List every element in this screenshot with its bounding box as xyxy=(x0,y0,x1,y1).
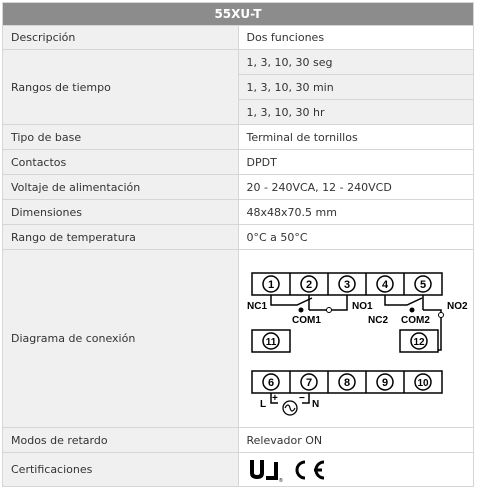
terminal-5 xyxy=(415,276,431,292)
label-com1: COM1 xyxy=(291,314,321,326)
com2-dot xyxy=(409,307,414,312)
label-temperatura: Rango de temperatura xyxy=(3,225,239,250)
label-voltaje: Voltaje de alimentación xyxy=(3,175,239,200)
value-descripcion: Dos funciones xyxy=(238,26,474,50)
spec-table xyxy=(2,2,474,487)
value-dimensiones: 48x48x70.5 mm xyxy=(238,200,474,225)
svg-text:3: 3 xyxy=(343,278,350,291)
terminal-2 xyxy=(301,276,317,292)
label-modos: Modos de retardo xyxy=(3,428,239,453)
relay-1-wiring xyxy=(271,295,347,310)
label-descripcion: Descripción xyxy=(3,26,239,50)
terminal-10 xyxy=(415,374,431,390)
terminal-4 xyxy=(377,276,393,292)
label-n: N xyxy=(311,398,319,410)
certification-logos-svg xyxy=(247,457,337,483)
label-certificaciones: Certificaciones xyxy=(3,453,239,487)
svg-text:6: 6 xyxy=(267,376,274,389)
value-temperatura: 0°C a 50°C xyxy=(238,225,474,250)
terminal-3 xyxy=(339,276,355,292)
svg-text:1: 1 xyxy=(267,278,274,291)
value-rango-min: 1, 3, 10, 30 min xyxy=(238,75,474,100)
label-plus: + xyxy=(271,392,278,404)
svg-text:7: 7 xyxy=(305,376,312,389)
svg-text:12: 12 xyxy=(412,336,425,348)
label-no2: NO2 xyxy=(446,300,468,312)
terminal-1 xyxy=(263,276,279,292)
value-certificaciones xyxy=(238,453,474,487)
diagram-cell xyxy=(238,250,474,428)
value-base: Terminal de tornillos xyxy=(238,125,474,150)
value-voltaje: 20 - 240VCA, 12 - 240VCD xyxy=(238,175,474,200)
ce-mark-icon xyxy=(297,462,324,478)
svg-text:®: ® xyxy=(278,477,283,483)
value-rango-seg: 1, 3, 10, 30 seg xyxy=(238,50,474,75)
ul-recognized-icon xyxy=(250,460,283,483)
label-nc1: NC1 xyxy=(246,300,267,312)
certification-logos xyxy=(247,457,466,483)
value-rango-hr: 1, 3, 10, 30 hr xyxy=(238,100,474,125)
label-base: Tipo de base xyxy=(3,125,239,150)
label-minus: − xyxy=(298,392,305,404)
no1-open-dot xyxy=(326,307,331,312)
com1-dot xyxy=(298,307,303,312)
ac-source-icon xyxy=(283,401,297,415)
svg-text:10: 10 xyxy=(416,377,429,389)
label-diagrama: Diagrama de conexión xyxy=(3,250,239,428)
svg-text:2: 2 xyxy=(305,278,312,291)
label-no1: NO1 xyxy=(351,300,373,312)
label-nc2: NC2 xyxy=(367,314,388,326)
label-rangos: Rangos de tiempo xyxy=(3,50,239,125)
svg-text:5: 5 xyxy=(419,278,426,291)
svg-text:8: 8 xyxy=(343,376,350,389)
table-title: 55XU-T xyxy=(3,3,474,26)
terminal-9 xyxy=(377,374,393,390)
label-com2: COM2 xyxy=(400,314,430,326)
terminal-12 xyxy=(400,330,438,352)
terminal-8 xyxy=(339,374,355,390)
value-contactos: DPDT xyxy=(238,150,474,175)
label-l: L xyxy=(259,398,266,410)
label-contactos: Contactos xyxy=(3,150,239,175)
label-dimensiones: Dimensiones xyxy=(3,200,239,225)
connection-diagram xyxy=(242,255,477,423)
connection-diagram-svg xyxy=(242,255,477,423)
svg-text:4: 4 xyxy=(381,278,388,291)
terminal-6 xyxy=(263,374,279,390)
value-modos: Relevador ON xyxy=(238,428,474,453)
terminal-7 xyxy=(301,374,317,390)
svg-text:11: 11 xyxy=(265,336,276,348)
svg-text:9: 9 xyxy=(381,376,388,389)
terminal-11 xyxy=(252,330,290,352)
no2-open-dot xyxy=(438,312,443,317)
